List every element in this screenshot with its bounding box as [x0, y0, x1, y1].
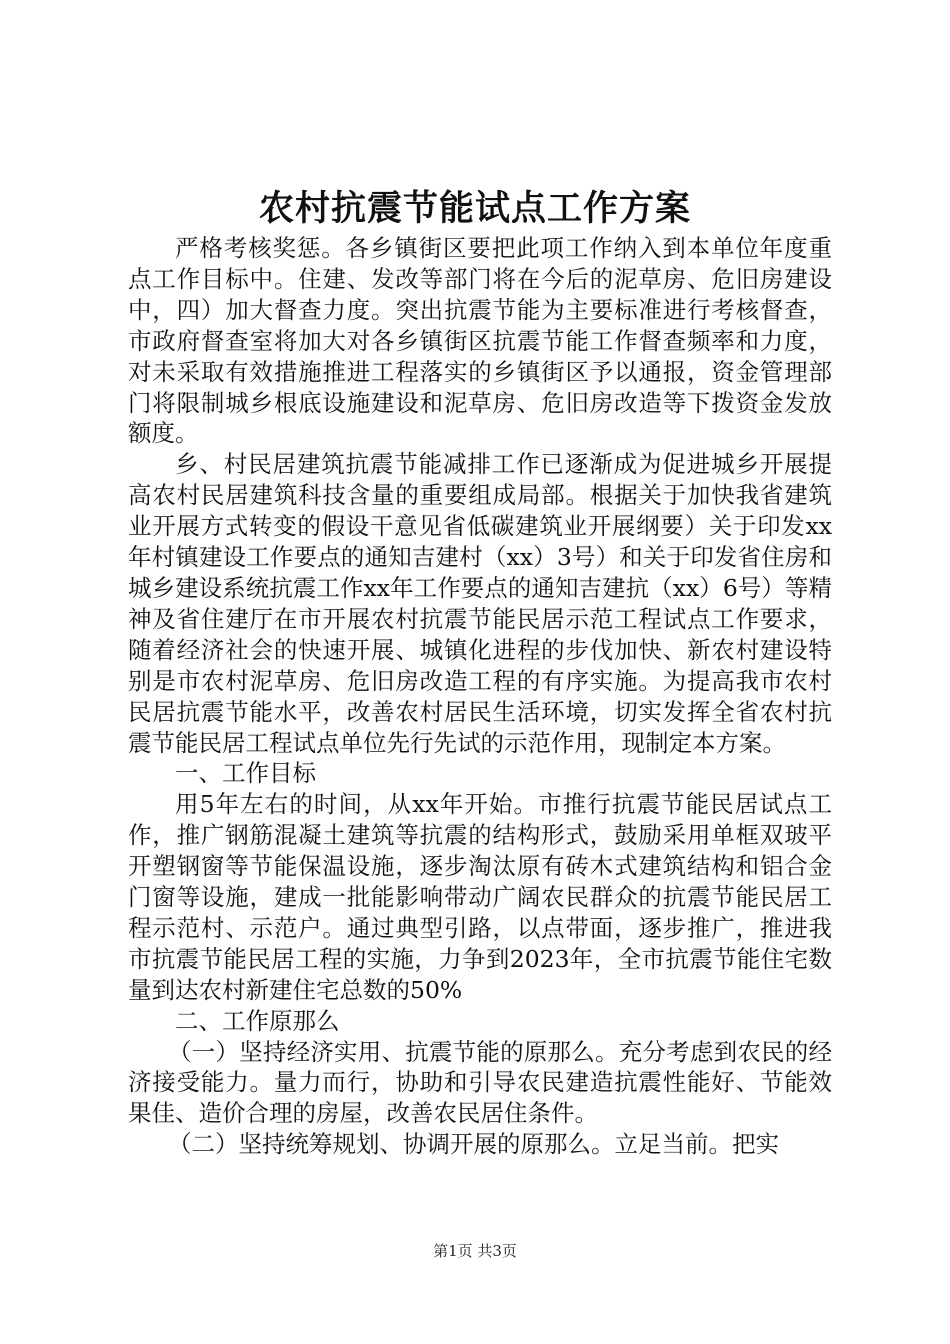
section-heading-principles: 二、工作原那么	[175, 1006, 340, 1035]
page-number-footer: 第1页 共3页	[433, 1242, 517, 1260]
document-body	[128, 233, 832, 1160]
paragraph-background: 乡、村民居建筑抗震节能减排工作已逐渐成为促进城乡开展提高农村民居建筑科技含量的重要组成局部。根据关于加快我省建筑业开展方式转变的假设干意见省低碳建筑业开展纲要）关于印发xx年村镇建设工作要点的通知吉建村（xx）3号）和关于印发省住房和城乡建设系统抗震工作xx年工作要点的通知吉建抗（xx）6号）等精神及省住建厅在市开展农村抗震节能民居示范工程试点工作要求，随着经济社会的快速开展、城镇化进程的步伐加快、新农村建设特别是市农村泥草房、危旧房改造工程的有序实施。为提高我市农村民居抗震节能水平，改善农村居民生活环境，切实发挥全省农村抗震节能民居工程试点单位先行先试的示范作用，现制定本方案。	[128, 450, 832, 757]
section-heading-goals: 一、工作目标	[175, 759, 316, 788]
paragraph-goals: 用5年左右的时间，从xx年开始。市推行抗震节能民居试点工作，推广钢筋混凝土建筑等抗震的结构形式，鼓励采用单框双玻平开塑钢窗等节能保温设施，逐步淘汰原有砖木式建筑结构和铝合金门窗等设施，建成一批能影响带动广阔农民群众的抗震节能民居工程示范村、示范户。通过典型引路，以点带面，逐步推广，推进我市抗震节能民居工程的实施，力争到2023年，全市抗震节能住宅数量到达农村新建住宅总数的50%	[128, 790, 832, 1004]
document-title: 农村抗震节能试点工作方案	[258, 188, 691, 229]
paragraph-principle-1: （一）坚持经济实用、抗震节能的原那么。充分考虑到农民的经济接受能力。量力而行，协助和引导农民建造抗震性能好、节能效果佳、造价合理的房屋，改善农民居住条件。	[128, 1037, 832, 1128]
paragraph-principle-2: （二）坚持统筹规划、协调开展的原那么。立足当前。把实	[168, 1130, 779, 1159]
paragraph-assessment: 严格考核奖惩。各乡镇街区要把此项工作纳入到本单位年度重点工作目标中。住建、发改等部门将在今后的泥草房、危旧房建设中，四）加大督查力度。突出抗震节能为主要标准进行考核督查，市政府督查室将加大对各乡镇街区抗震节能工作督查频率和力度，对未采取有效措施推进工程落实的乡镇街区予以通报，资金管理部门将限制城乡根底设施建设和泥草房、危旧房改造等下拨资金发放额度。	[128, 234, 832, 448]
